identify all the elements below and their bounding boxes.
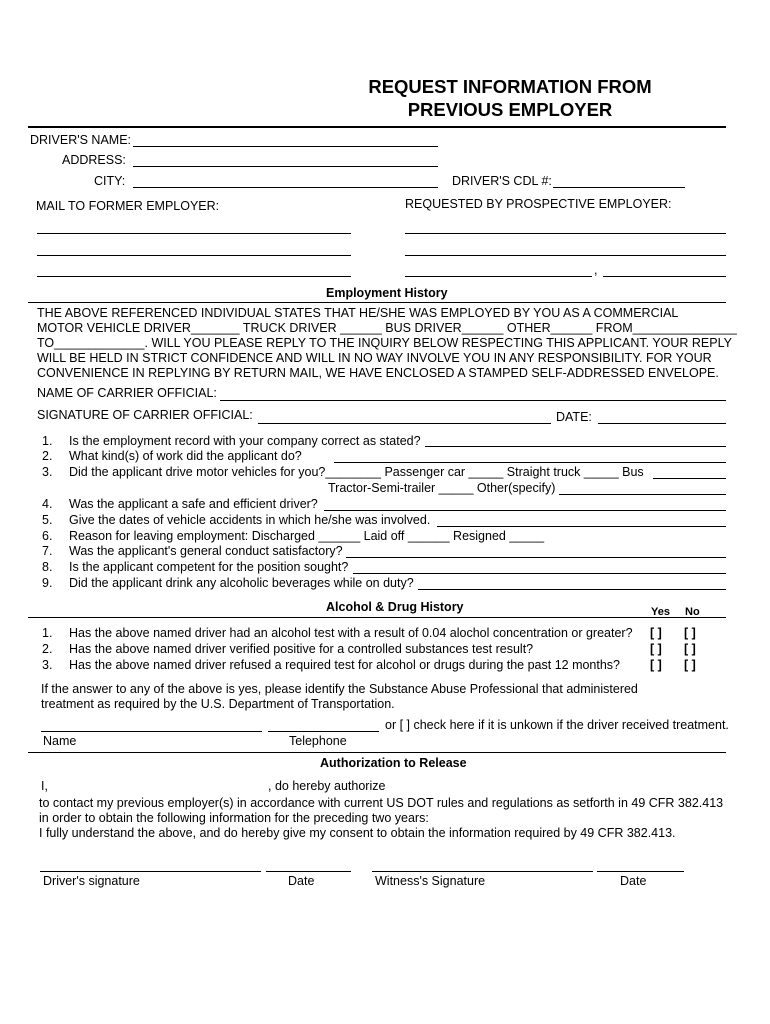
employment-para-line-1: THE ABOVE REFERENCED INDIVIDUAL STATES THAT HE/SHE WAS EMPLOYED BY YOU AS A COMMERCIAL — [37, 306, 679, 320]
drivers-cdl-label: DRIVER'S CDL #: — [452, 174, 552, 188]
prospective-employer-line-2[interactable] — [405, 255, 726, 256]
question-answer-line[interactable] — [324, 510, 726, 511]
authorization-line-2: in order to obtain the following information for the preceding two years: — [39, 811, 429, 825]
signature-of-carrier-official-field[interactable] — [258, 423, 551, 424]
question-answer-line[interactable] — [653, 478, 726, 479]
question-answer-line[interactable] — [346, 557, 726, 558]
former-employer-line-2[interactable] — [37, 255, 351, 256]
question-answer-line[interactable] — [425, 446, 726, 447]
prospective-employer-city-line[interactable] — [405, 276, 592, 277]
question-number: 8. — [42, 560, 53, 574]
address-label: ADDRESS: — [62, 153, 126, 167]
drivers-signature-label: Driver's signature — [43, 874, 140, 888]
question-text: Did the applicant drink any alcoholic beverages while on duty? — [69, 576, 414, 590]
authorization-line-1: to contact my previous employer(s) in accordance with current US DOT rules and regulations as setforth in 49 CFR 382.413 — [39, 796, 724, 810]
question-number: 1. — [42, 434, 53, 448]
question-number: 3. — [42, 465, 53, 479]
question-text: Tractor-Semi-trailer _____ Other(specify) — [328, 481, 556, 495]
employment-history-divider — [28, 302, 726, 303]
authorization-heading: Authorization to Release — [320, 756, 467, 770]
signature-of-carrier-official-label: SIGNATURE OF CARRIER OFFICIAL: — [37, 408, 253, 422]
alcohol-question-text: Has the above named driver had an alcohol test with a result of 0.04 alochol concentration or greater? — [69, 626, 633, 640]
alcohol-question-text: Has the above named driver verified positive for a controlled substances test result? — [69, 642, 534, 656]
question-number: 7. — [42, 544, 53, 558]
question-answer-line[interactable] — [559, 494, 726, 495]
no-checkbox[interactable]: [ ] — [684, 658, 696, 672]
driver-signature-field[interactable] — [40, 871, 261, 872]
former-employer-line-3[interactable] — [37, 276, 351, 277]
if-yes-line-2: treatment as required by the U.S. Department of Transportation. — [41, 697, 395, 711]
unknown-treatment-checkbox-text[interactable]: or [ ] check here if it is unkown if the driver received treatment. — [385, 718, 729, 732]
city-label: CITY: — [94, 174, 126, 188]
alcohol-question-number: 3. — [42, 658, 53, 672]
name-of-carrier-official-label: NAME OF CARRIER OFFICIAL: — [37, 386, 217, 400]
employment-para-line-5: CONVENIENCE IN REPLYING BY RETURN MAIL, WE HAVE ENCLOSED A STAMPED SELF-ADDRESSED ENVELOPE. — [37, 366, 719, 380]
name-of-carrier-official-field[interactable] — [220, 400, 726, 401]
question-answer-line[interactable] — [418, 589, 726, 590]
prospective-employer-state-line[interactable] — [603, 276, 726, 277]
alcohol-question-number: 1. — [42, 626, 53, 640]
prospective-employer-comma: , — [594, 263, 598, 277]
question-number: 6. — [42, 529, 53, 543]
driver-signature-date-field[interactable] — [266, 871, 351, 872]
yes-checkbox[interactable]: [ ] — [650, 642, 662, 656]
question-text: Give the dates of vehicle accidents in which he/she was involved. — [69, 513, 431, 527]
sap-telephone-field[interactable] — [268, 731, 379, 732]
employment-para-line-2: MOTOR VEHICLE DRIVER_______ TRUCK DRIVER ______ BUS DRIVER______ OTHER______ FROM_______________ — [37, 321, 737, 335]
prospective-employer-line-1[interactable] — [405, 233, 726, 234]
witness-date-label: Date — [620, 874, 647, 888]
no-checkbox[interactable]: [ ] — [684, 642, 696, 656]
question-text: Reason for leaving employment: Discharged ______ Laid off ______ Resigned _____ — [69, 529, 545, 543]
authorization-divider — [28, 752, 726, 753]
authorization-i-label: I, — [41, 779, 48, 793]
question-number: 9. — [42, 576, 53, 590]
employment-para-line-3: TO_____________. WILL YOU PLEASE REPLY TO THE INQUIRY BELOW RESPECTING THIS APPLICANT. YOUR REPLY — [37, 336, 732, 350]
sap-telephone-label: Telephone — [289, 734, 347, 748]
city-field[interactable] — [133, 187, 438, 188]
question-text: Is the applicant competent for the position sought? — [69, 560, 349, 574]
sap-name-label: Name — [43, 734, 77, 748]
official-date-field[interactable] — [598, 423, 726, 424]
question-number: 2. — [42, 449, 53, 463]
form-title-line-2: PREVIOUS EMPLOYER — [407, 99, 613, 120]
no-column-label: No — [685, 606, 700, 618]
question-number: 4. — [42, 497, 53, 511]
mail-to-former-employer-label: MAIL TO FORMER EMPLOYER: — [36, 199, 220, 213]
question-answer-line[interactable] — [334, 462, 726, 463]
yes-checkbox[interactable]: [ ] — [650, 626, 662, 640]
drivers-cdl-field[interactable] — [553, 187, 685, 188]
employment-history-heading: Employment History — [326, 286, 448, 300]
title-divider — [28, 126, 726, 128]
witness-signature-field[interactable] — [372, 871, 593, 872]
yes-checkbox[interactable]: [ ] — [650, 658, 662, 672]
sap-name-field[interactable] — [41, 731, 262, 732]
official-date-label: DATE: — [556, 410, 592, 424]
witness-signature-date-field[interactable] — [597, 871, 684, 872]
question-answer-line[interactable] — [437, 526, 726, 527]
alcohol-question-text: Has the above named driver refused a required test for alcohol or drugs during the past 12 months? — [69, 658, 621, 672]
witness-signature-label: Witness's Signature — [375, 874, 486, 888]
question-text: Is the employment record with your company correct as stated? — [69, 434, 421, 448]
authorization-line-3: I fully understand the above, and do hereby give my consent to obtain the information required by 49 CFR 382.413. — [39, 826, 676, 840]
question-answer-line[interactable] — [353, 573, 726, 574]
question-number: 5. — [42, 513, 53, 527]
question-text: Was the applicant's general conduct satisfactory? — [69, 544, 343, 558]
do-hereby-authorize-text: , do hereby authorize — [268, 779, 386, 793]
question-text: Was the applicant a safe and efficient driver? — [69, 497, 318, 511]
question-text: Did the applicant drive motor vehicles for you?________ Passenger car _____ Straight truck _____ Bus — [69, 465, 644, 479]
former-employer-line-1[interactable] — [37, 233, 351, 234]
alcohol-question-number: 2. — [42, 642, 53, 656]
driver-date-label: Date — [288, 874, 315, 888]
requested-by-prospective-employer-label: REQUESTED BY PROSPECTIVE EMPLOYER: — [405, 197, 672, 211]
drivers-name-field[interactable] — [133, 146, 438, 147]
form-title-line-1: REQUEST INFORMATION FROM — [368, 76, 652, 97]
question-text: What kind(s) of work did the applicant do? — [69, 449, 302, 463]
employment-para-line-4: WILL BE HELD IN STRICT CONFIDENCE AND WILL IN NO WAY INVOLVE YOU IN ANY RESPONSIBILITY. FOR YOUR — [37, 351, 712, 365]
if-yes-line-1: If the answer to any of the above is yes, please identify the Substance Abuse Professional that administered — [41, 682, 638, 696]
drivers-name-label: DRIVER'S NAME: — [30, 133, 132, 147]
yes-column-label: Yes — [651, 606, 670, 618]
no-checkbox[interactable]: [ ] — [684, 626, 696, 640]
address-field[interactable] — [133, 166, 438, 167]
alcohol-divider — [28, 617, 726, 618]
alcohol-drug-history-heading: Alcohol & Drug History — [326, 600, 464, 614]
